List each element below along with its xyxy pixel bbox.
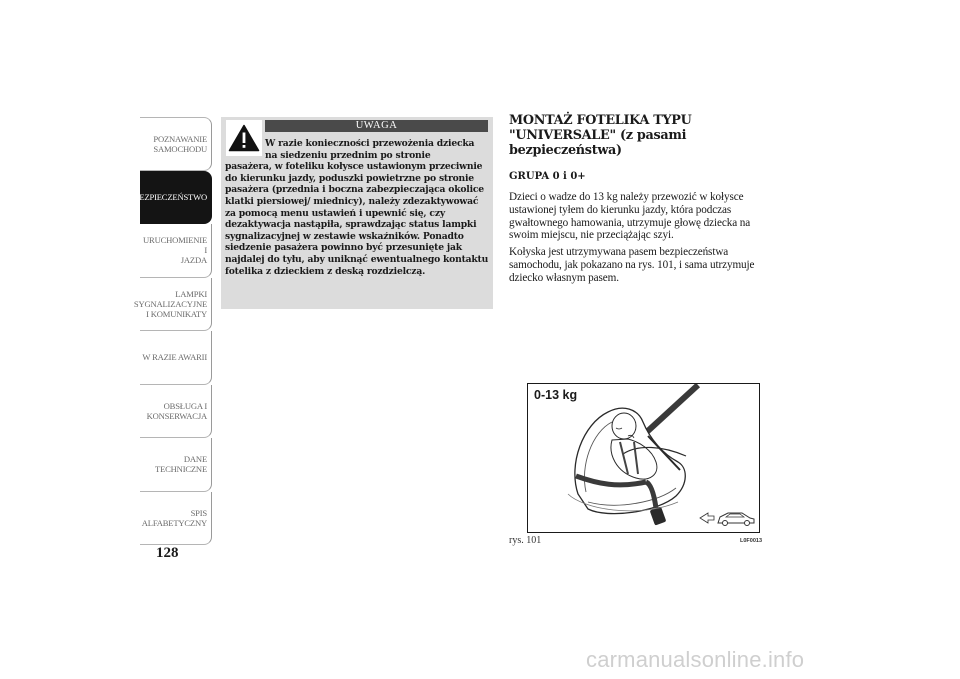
page-number: 128 — [156, 545, 179, 561]
watermark-text: carmanualsonline.info — [586, 647, 805, 672]
warning-title: UWAGA — [265, 120, 488, 132]
tab-label: URUCHOMIENIE I JAZDA — [143, 235, 207, 266]
figure-child-seat — [527, 383, 760, 533]
warning-text — [225, 138, 489, 277]
tab-label: OBSŁUGA I KONSERWACJA — [146, 400, 207, 421]
tab-w-razie-awarii[interactable] — [140, 331, 212, 385]
chapter-tabs — [133, 117, 212, 545]
tab-label: LAMPKI SYGNALIZACYJNE I KOMUNIKATY — [133, 288, 207, 319]
tab-label: SPIS ALFABETYCZNY — [141, 507, 207, 528]
tab-label: BEZPIECZEŃSTWO — [133, 191, 207, 202]
paragraph-1: Dzieci o wadze do 13 kg należy przewozić w kołysce ustawionej tyłem do kierunku jazdy, która podczas gwałtownego hamowania, utrzymuje głowę dziecka na swoim miejscu, nie przeciążając szyi. — [509, 191, 751, 242]
section-subheading: GRUPA 0 i 0+ — [509, 171, 586, 182]
tab-label: DANE TECHNICZNE — [155, 454, 207, 475]
tab-lampki-sygnalizacyjne[interactable] — [133, 278, 212, 332]
section-heading: MONTAŻ FOTELIKA TYPU "UNIVERSALE" (z pasami bezpieczeństwa) — [509, 113, 692, 158]
tab-spis-alfabetyczny[interactable] — [140, 492, 212, 546]
warning-text-rest: pasażera, w foteliku kołysce ustawionym przeciwnie do kierunku jazdy, poduszki powietrzne po stronie pasażera (przednia i boczna zabezpieczająca okolice klatki piersiowej/ miednicy), należy zdezaktywować za pomocą menu ustawień i upewnić się, czy dezaktywacja nastąpiła, sprawdzając status lampki sygnalizacyjnej w zestawie wskaźników. Ponadto siedzenie pasażera powinno być przesunięte jak najdalej do tyłu, aby uniknąć ewentualnego kontaktu fotelika z dzieckiem z deską rozdzielczą. — [225, 161, 489, 277]
tab-label: W RAZIE AWARII — [142, 352, 207, 363]
paragraph-2: Kołyska jest utrzymywana pasem bezpieczeństwa samochodu, jak pokazano na rys. 101, i sama utrzymuje dziecko własnym pasem. — [509, 246, 755, 284]
figure-code: L0F0013 — [740, 538, 763, 544]
tab-label: POZNAWANIE SAMOCHODU — [153, 133, 207, 154]
figure-caption: rys. 101 — [509, 535, 542, 546]
figure-weight-label: 0-13 kg — [534, 388, 578, 402]
tab-poznawanie-samochodu[interactable] — [140, 117, 212, 171]
warning-box — [221, 117, 493, 309]
car-direction-icon — [698, 508, 758, 528]
tab-uruchomienie-i-jazda[interactable] — [140, 224, 212, 278]
tab-bezpieczenstwo[interactable] — [133, 171, 212, 225]
tab-dane-techniczne[interactable] — [140, 438, 212, 492]
warning-text-first: W razie konieczności przewożenia dziecka na siedzeniu przednim po stronie — [265, 138, 475, 161]
tab-obsluga-i-konserwacja[interactable] — [140, 385, 212, 439]
